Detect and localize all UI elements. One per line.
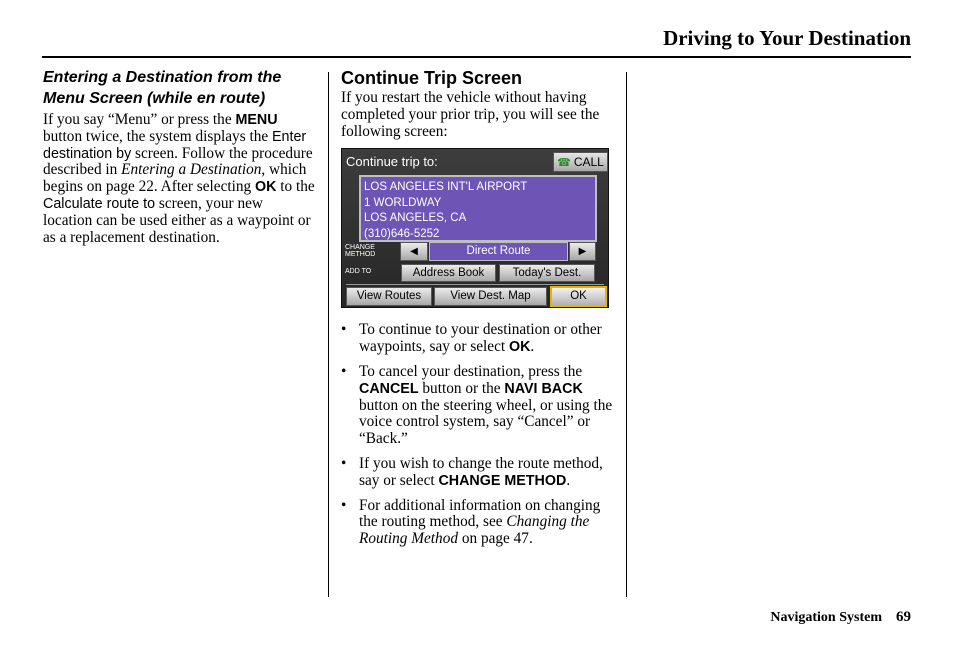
entering-destination-ref: Entering a Destination <box>121 161 262 179</box>
text-run: . <box>530 338 535 356</box>
ok-button: OK <box>550 286 607 307</box>
middle-column <box>341 67 617 556</box>
text-run: screen, your new location can be used either as a waypoint or as a replacement destination. <box>43 194 311 246</box>
screen-title: Continue trip to: <box>346 154 438 170</box>
add-to-label: ADD TO <box>345 268 372 276</box>
bullet-icon: • <box>341 321 347 339</box>
column-divider-2 <box>626 72 627 597</box>
text-run: . <box>566 471 571 489</box>
destination-street: 1 WORLDWAY <box>364 196 442 209</box>
intro-text: If you restart the vehicle without having completed your prior trip, you will see the following screen: <box>341 89 600 140</box>
continue-trip-screen-image <box>341 148 609 308</box>
route-method-display: Direct Route <box>429 242 568 261</box>
left-section-heading: Entering a Destination from the Menu Screen (while en route) <box>43 69 282 107</box>
bullet-icon: • <box>341 362 347 380</box>
destination-info-box <box>359 175 597 242</box>
left-body-text <box>43 112 315 246</box>
list-item <box>341 456 617 490</box>
enter-destination-term: Enter destination by <box>43 128 307 162</box>
change-method-label <box>345 244 397 258</box>
text-run: , which begins on page 22. After selecting <box>43 161 307 196</box>
page-title: Driving to Your Destination <box>663 26 911 50</box>
text-run: to the <box>276 178 315 196</box>
screen-divider <box>346 284 604 285</box>
left-column <box>43 67 315 246</box>
bullet-icon: • <box>341 454 347 472</box>
bullet-icon: • <box>341 496 347 514</box>
destination-phone: (310)646-5252 <box>364 227 440 240</box>
phone-icon: ☎ <box>557 157 571 170</box>
ok-term: OK <box>508 339 531 356</box>
route-prev-arrow-icon: ◀ <box>400 242 428 261</box>
destination-city: LOS ANGELES, CA <box>364 212 467 225</box>
text-run: button on the steering wheel, or using the voice control system, say “Cancel” or “Back.” <box>359 396 613 448</box>
address-book-button: Address Book <box>401 264 496 282</box>
call-label: CALL <box>573 155 604 170</box>
text-run: button or the <box>418 379 505 397</box>
destination-name: LOS ANGELES INT'L AIRPORT <box>364 181 528 194</box>
call-button <box>553 152 608 172</box>
page-footer <box>770 609 911 626</box>
text-run: If you wish to change the route method, say or select <box>359 454 603 489</box>
route-next-arrow-icon: ▶ <box>569 242 596 261</box>
text-run: To cancel your destination, press the <box>359 362 583 380</box>
label-line: CHANGE <box>345 244 375 252</box>
column-divider-1 <box>328 72 329 597</box>
bullet-list <box>341 322 617 548</box>
change-method-term: CHANGE METHOD <box>438 472 567 489</box>
ok-term: OK <box>254 179 277 196</box>
view-routes-button: View Routes <box>346 287 432 306</box>
label-line: METHOD <box>345 251 376 259</box>
text-run: For additional information on changing the routing method, see <box>359 496 601 531</box>
cancel-term: CANCEL <box>359 380 419 397</box>
text-run: on page 47. <box>458 530 533 548</box>
middle-section-heading: Continue Trip Screen <box>341 68 523 88</box>
text-run: screen. Follow the procedure described in <box>43 144 313 179</box>
menu-term: MENU <box>235 112 278 128</box>
footer-section: Navigation System <box>770 610 882 625</box>
text-run: button twice, the system displays the <box>43 127 272 145</box>
list-item <box>341 322 617 356</box>
text-run: If you say “Menu” or press the <box>43 111 236 128</box>
list-item <box>341 498 617 548</box>
list-item <box>341 364 617 448</box>
page-number: 69 <box>896 609 911 625</box>
navi-back-term: NAVI BACK <box>504 380 583 397</box>
header-rule <box>42 56 911 58</box>
text-run: To continue to your destination or other waypoints, say or select <box>359 321 602 356</box>
todays-dest-button: Today's Dest. <box>499 264 595 282</box>
routing-method-ref: Changing the Routing Method <box>359 513 590 548</box>
calculate-route-term: Calculate route to <box>43 195 156 212</box>
view-dest-map-button: View Dest. Map <box>434 287 547 306</box>
